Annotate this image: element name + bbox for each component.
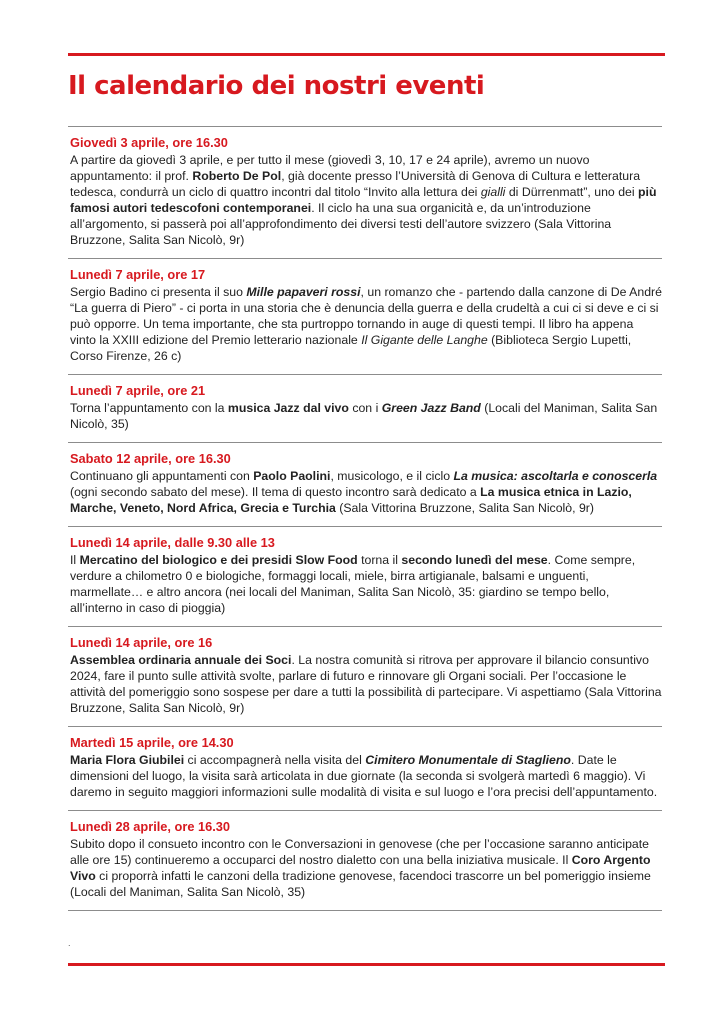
event-item <box>68 726 662 810</box>
event-item <box>68 374 662 442</box>
event-description: Continuano gli appuntamenti con Paolo Paolini, musicologo, e il ciclo La musica: ascoltarla e conoscerla (ogni secondo sabato del mese). Il tema di questo incontro sarà dedicato a La musica etnica in Lazio, Marche, Veneto, Nord Africa, Grecia e Turchia (Sala Vittorina Bruzzone, Salita San Nicolò, 9r) <box>70 469 658 515</box>
event-item <box>68 442 662 526</box>
event-item <box>68 626 662 726</box>
event-date: Lunedì 14 aprile, dalle 9.30 alle 13 <box>70 535 275 550</box>
event-description: Il Mercatino del biologico e dei presidi Slow Food torna il secondo lunedì del mese. Come sempre, verdure a chilometro 0 e biologiche, formaggi locali, miele, birra artigianale, balsami e unguenti, marmellate… e altro ancora (nei locali del Maniman, Salita San Nicolò, 35: giardino se tempo bello, all’interno in caso di pioggia) <box>70 553 636 615</box>
event-description: Assemblea ordinaria annuale dei Soci. La nostra comunità si ritrova per approvare il bilancio consuntivo 2024, fare il punto sulle attività svolte, parlare di futuro e rinnovare gli Organi sociali. Per l’occasione le attività del pomeriggio sono sospese per dare a tutti la possibilità di partecipare. Vi aspettiamo (Sala Vittorina Bruzzone, Salita San Nicolò, 9r) <box>70 653 662 715</box>
event-date: Lunedì 28 aprile, ore 16.30 <box>70 819 231 834</box>
events-list <box>68 126 662 911</box>
event-date: Lunedì 7 aprile, ore 17 <box>70 267 206 282</box>
event-date: Lunedì 14 aprile, ore 16 <box>70 635 213 650</box>
footer-mark: . <box>68 938 71 948</box>
page-title: Il calendario dei nostri eventi <box>68 71 485 101</box>
event-item <box>68 526 662 626</box>
event-item <box>68 126 662 258</box>
event-date: Martedì 15 aprile, ore 14.30 <box>70 735 234 750</box>
event-description: Torna l’appuntamento con la musica Jazz dal vivo con i Green Jazz Band (Locali del Maniman, Salita San Nicolò, 35) <box>70 401 658 431</box>
bottom-rule <box>68 963 665 966</box>
top-rule <box>68 53 665 56</box>
event-item <box>68 258 662 374</box>
event-date: Giovedì 3 aprile, ore 16.30 <box>70 135 228 150</box>
event-description: Subito dopo il consueto incontro con le Conversazioni in genovese (che per l’occasione saranno anticipate alle ore 15) continueremo a occuparci del nostro dialetto con una bella iniziativa musicale. Il Coro Argento Vivo ci proporrà infatti le canzoni della tradizione genovese, facendoci trascorre un bel pomeriggio insieme (Locali del Maniman, Salita San Nicolò, 35) <box>70 837 651 899</box>
event-date: Lunedì 7 aprile, ore 21 <box>70 383 206 398</box>
event-description: A partire da giovedì 3 aprile, e per tutto il mese (giovedì 3, 10, 17 e 24 aprile), avremo un nuovo appuntamento: il prof. Roberto De Pol, già docente presso l’Università di Genova di Cultura e letteratura tedesca, condurrà un ciclo di quattro incontri dal titolo “Invito alla lettura dei gialli di Dürrenmatt”, uno dei più famosi autori tedescofoni contemporanei. Il ciclo ha una sua organicità e, da un’introduzione all’argomento, si passerà poi all’approfondimento dei diversi testi dell’autore svizzero (Sala Vittorina Bruzzone, Salita San Nicolò, 9r) <box>70 153 657 247</box>
event-date: Sabato 12 aprile, ore 16.30 <box>70 451 231 466</box>
event-description: Maria Flora Giubilei ci accompagnerà nella visita del Cimitero Monumentale di Staglieno. Date le dimensioni del luogo, la visita sarà articolata in due giornate (la seconda si svolgerà martedì 6 maggio). Vi daremo in seguito maggiori informazioni sulle modalità di visita e sul luogo e l’ora precisi dell’appuntamento. <box>70 753 658 799</box>
event-item <box>68 810 662 911</box>
event-description: Sergio Badino ci presenta il suo Mille papaveri rossi, un romanzo che - partendo dalla canzone di De André “La guerra di Piero” - ci porta in una storia che è denuncia della guerra e della crudeltà a cui ci si deve e ci si può opporre. Un tema importante, che sta purtroppo tornando in auge di questi tempi. Il libro ha appena vinto la XXIII edizione del Premio letterario nazionale Il Gigante delle Langhe (Biblioteca Sergio Lupetti, Corso Firenze, 26 c) <box>70 285 662 363</box>
